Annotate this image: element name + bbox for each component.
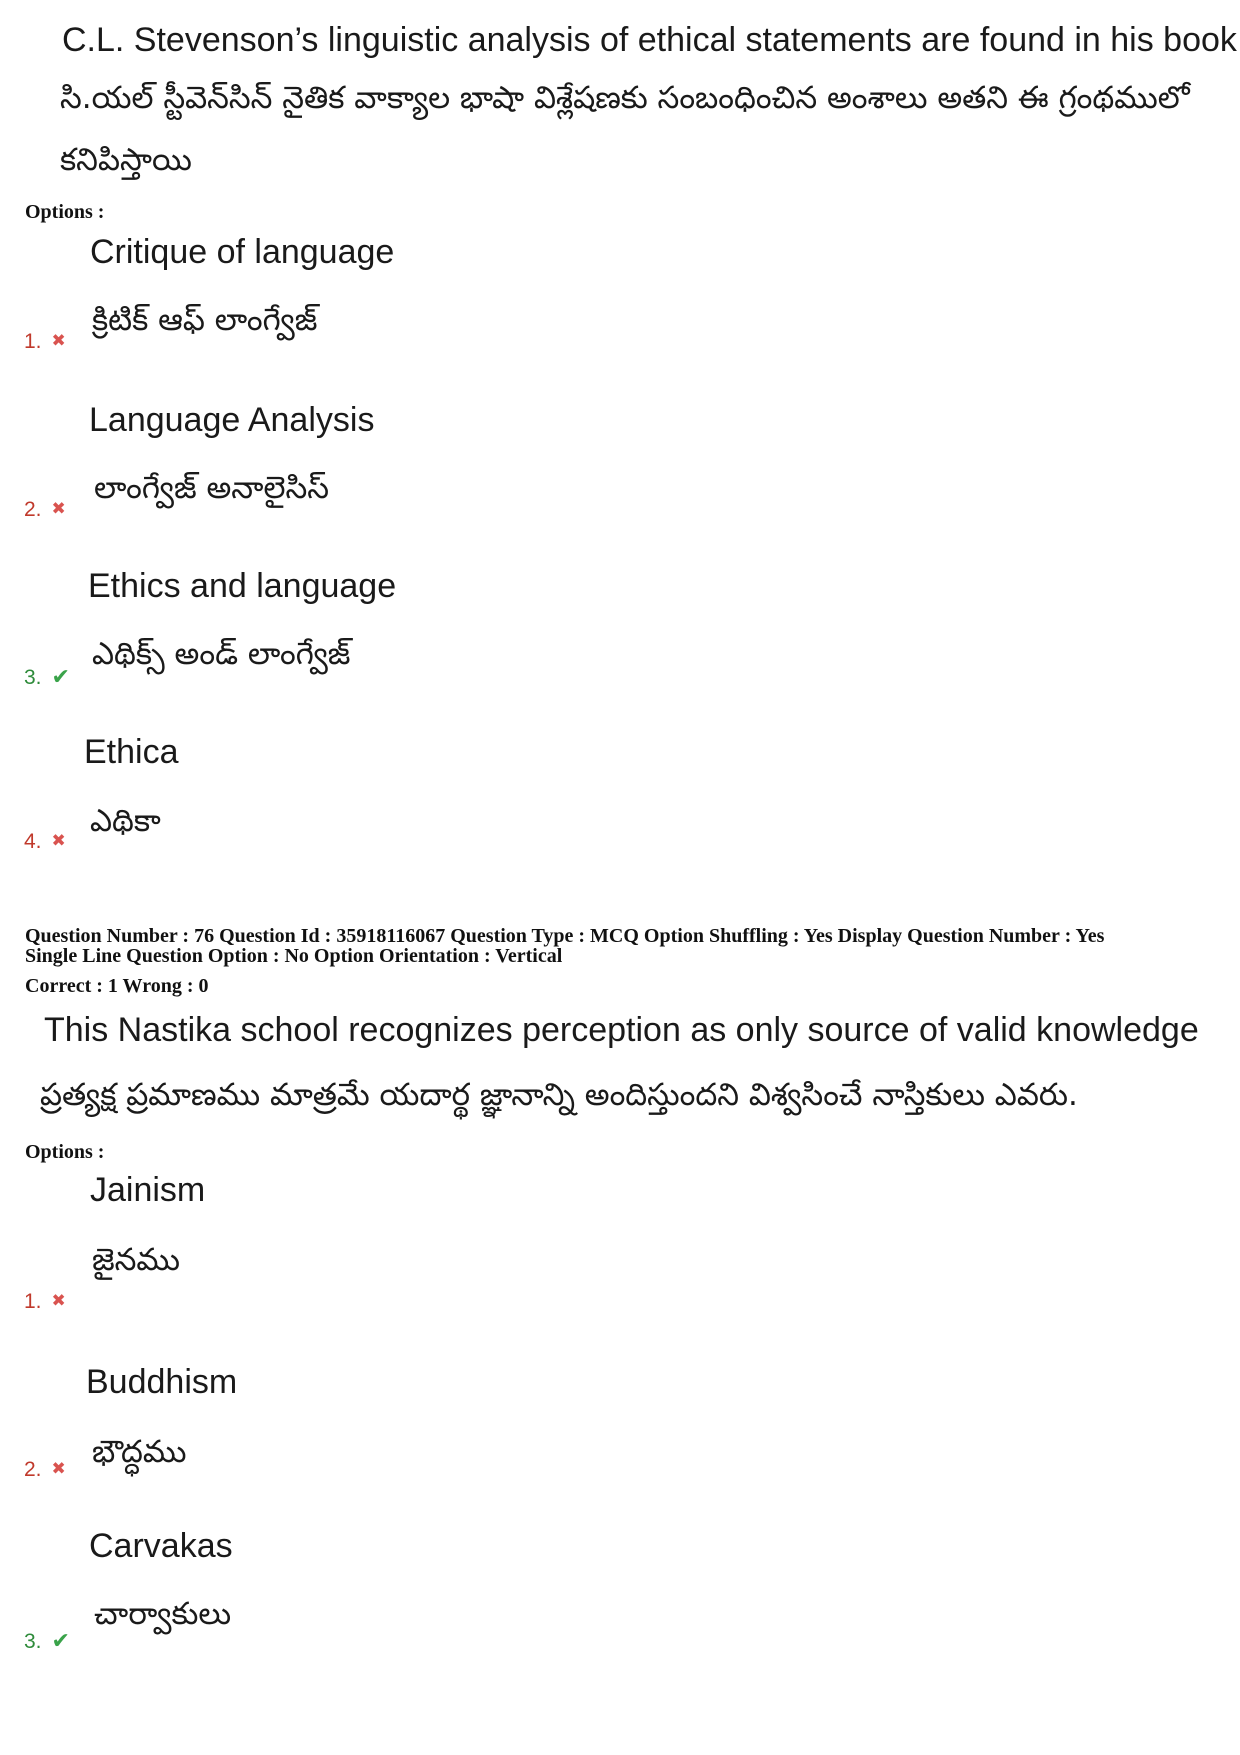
q76-meta-line2: Single Line Question Option : No Option Orientation : Vertical [25,945,563,967]
q76-options-label: Options : [25,1141,105,1163]
q76-option-2-number [24,1458,66,1482]
q75-question-te-line2: కనిపిస్తాయి [60,142,192,178]
q76-marks: Correct : 1 Wrong : 0 [25,975,209,997]
q75-option-3-en: Ethics and language [88,567,397,605]
q75-option-4-te: ఎథికా [90,803,161,839]
q75-option-1-number [24,330,66,354]
q76-option-2-te: భౌద్ధము [92,1434,187,1470]
q75-option-3-te: ఎథిక్స్ అండ్ లాంగ్వేజ్ [92,636,351,672]
q76-option-2-num: 2. [24,1458,42,1481]
cross-icon: ✖ [51,1291,66,1310]
q76-option-1-en: Jainism [90,1171,206,1209]
q76-option-1-number [24,1290,66,1314]
q75-option-1-num: 1. [24,330,42,353]
q76-option-3-num: 3. [24,1630,42,1653]
q76-option-3-en: Carvakas [89,1527,233,1565]
q75-option-2-en: Language Analysis [89,401,375,439]
check-icon: ✔ [51,1628,70,1653]
q76-question-te: ప్రత్యక్ష ప్రమాణము మాత్రమే యదార్థ జ్ఞానాన్ని అందిస్తుందని విశ్వసించే నాస్తికులు ఎవరు. [40,1077,1078,1113]
cross-icon: ✖ [51,1459,66,1478]
q76-option-1-te: జైనము [92,1242,180,1278]
q76-option-2-en: Buddhism [86,1363,238,1401]
cross-icon: ✖ [51,331,66,350]
q75-option-3-number [24,664,70,690]
q75-question-te-line1: సి.యల్ స్టీవెన్‌సిన్ నైతిక వాక్యాల భాషా విశ్లేషణకు సంబంధించిన అంశాలు అతని ఈ గ్రంథములో [60,80,1190,116]
cross-icon: ✖ [51,831,66,850]
q76-option-3-te: చార్వాకులు [94,1596,232,1632]
q75-option-2-number [24,498,66,522]
q76-meta-line1: Question Number : 76 Question Id : 35918116067 Question Type : MCQ Option Shuffling : Yes Display Question Number : Yes [25,925,1105,947]
q76-question-en: This Nastika school recognizes perception as only source of valid knowledge [44,1011,1199,1049]
q76-option-1-num: 1. [24,1290,42,1313]
q75-option-4-num: 4. [24,830,42,853]
q75-option-1-en: Critique of language [90,233,395,271]
q75-options-label: Options : [25,201,105,223]
q76-option-3-number [24,1628,70,1654]
q75-option-1-te: క్రిటిక్ ఆఫ్ లాంగ్వేజ్ [92,302,318,338]
cross-icon: ✖ [51,499,66,518]
q75-option-4-number [24,830,66,854]
check-icon: ✔ [51,664,70,689]
q75-question-en: C.L. Stevenson’s linguistic analysis of ethical statements are found in his book [62,21,1237,59]
q75-option-4-en: Ethica [84,733,179,771]
q75-option-3-num: 3. [24,666,42,689]
q75-option-2-te: లాంగ్వేజ్ అనాలైసిస్ [94,470,329,506]
q75-option-2-num: 2. [24,498,42,521]
